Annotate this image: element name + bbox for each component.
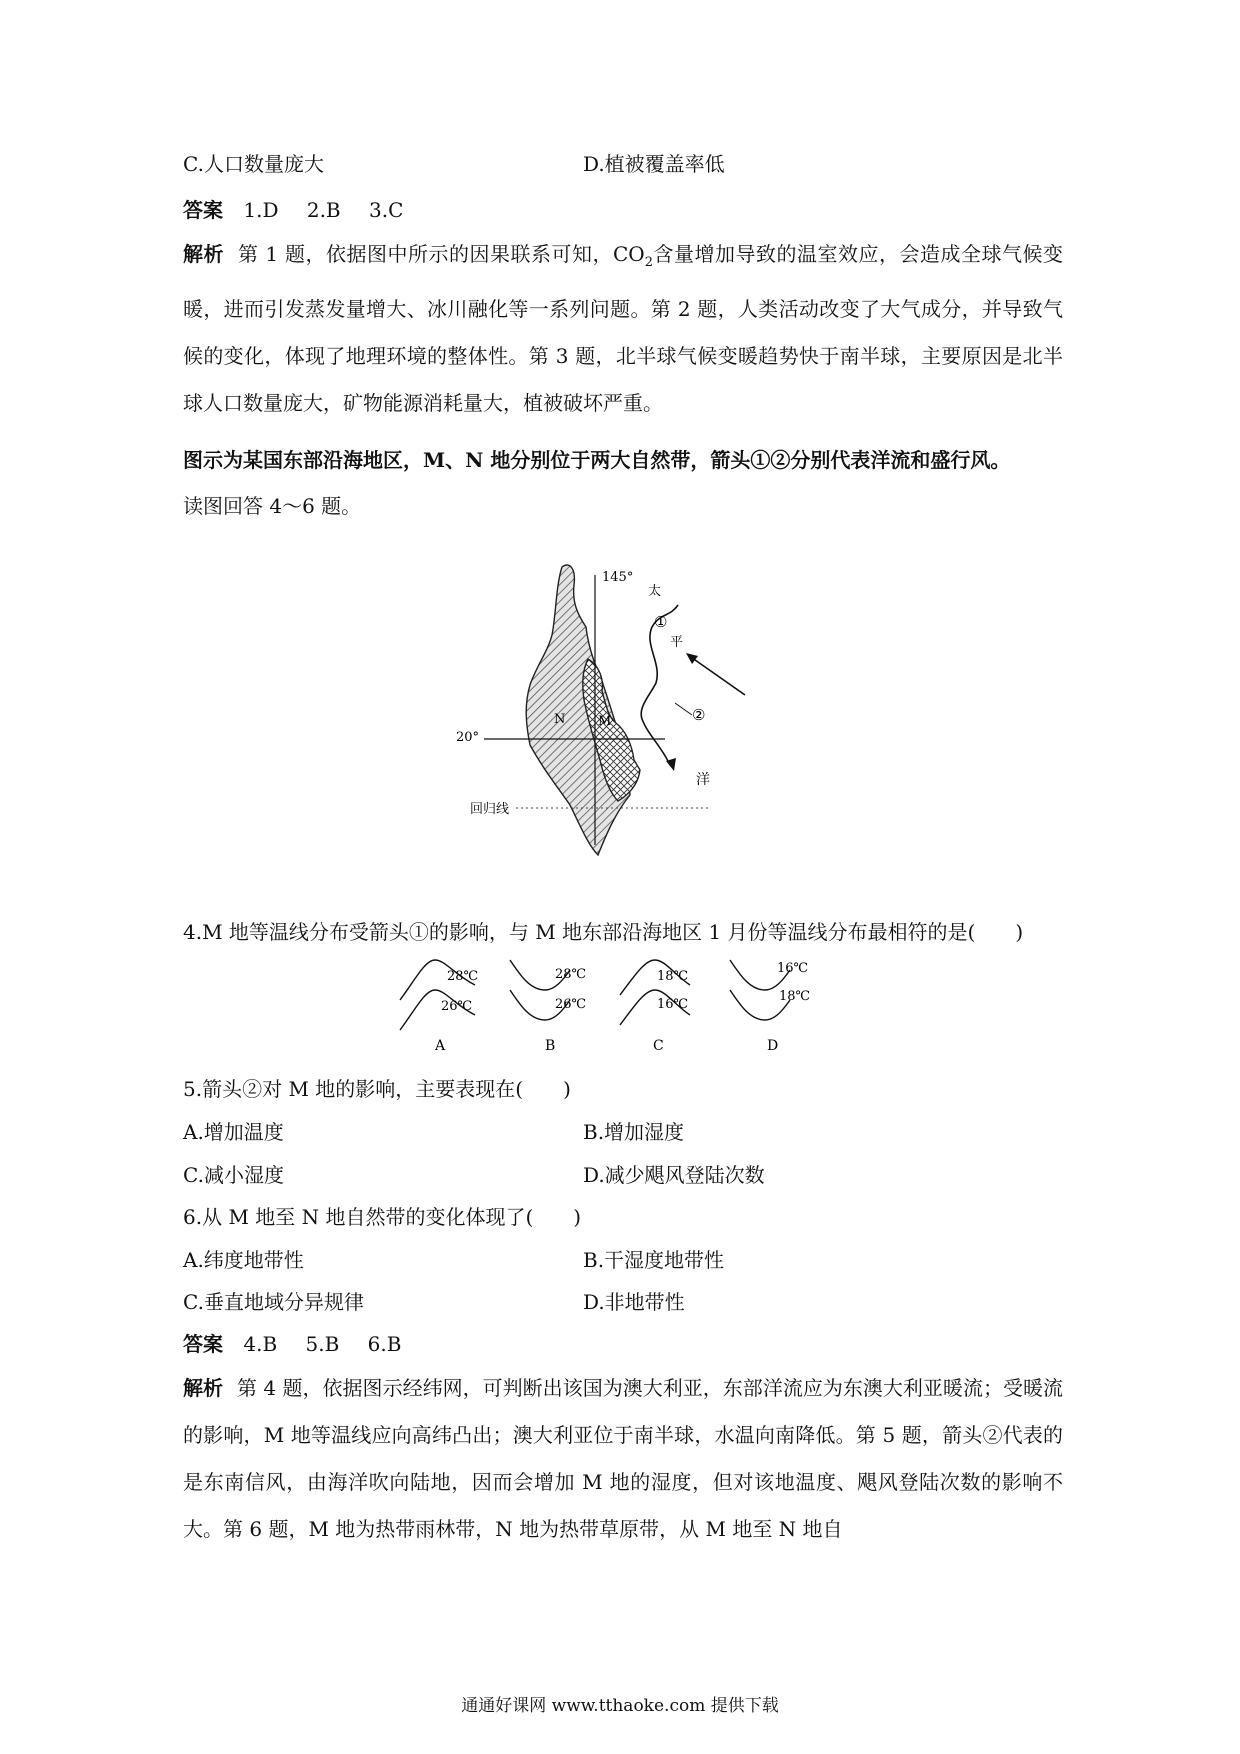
n-label: N xyxy=(554,712,566,727)
q6-option-c: C.垂直地域分异规律 xyxy=(183,1290,364,1314)
arrow-1-label: ① xyxy=(654,613,668,631)
analysis-paragraph-2 xyxy=(183,1365,1063,1553)
q3-option-d: D.植被覆盖率低 xyxy=(583,152,725,176)
analysis-label: 解析 xyxy=(183,242,225,266)
m-label: M xyxy=(598,714,612,729)
answer-item: 4.B xyxy=(243,1332,278,1356)
analysis-text-b: 含量增加导致的温室效应，会造成全球气候变暖，进而引发蒸发量增大、冰川融化等一系列问题。第 2 题，人类活动改变了大气成分，并导致气候的变化，体现了地理环境的整体性。第 3 题，北半球气候变暖趋势快于南半球，主要原因是北半球人口数量庞大，矿物能源消耗量大，植被破坏严重。 xyxy=(183,242,1064,415)
answer-item: 2.B xyxy=(306,198,341,222)
option-a-top-label: 28℃ xyxy=(447,969,479,984)
option-b-bottom-label: 26℃ xyxy=(555,997,587,1012)
q4-stem: 4.M 地等温线分布受箭头①的影响，与 M 地东部沿海地区 1 月份等温线分布最相符的是( ) xyxy=(183,920,1024,944)
answer-line-2 xyxy=(183,1330,423,1358)
analysis-label: 解析 xyxy=(183,1376,224,1400)
lon-label: 145° xyxy=(602,570,634,585)
analysis-text: 第 4 题，依据图示经纬网，可判断出该国为澳大利亚，东部洋流应为东澳大利亚暖流；受暖流的影响，M 地等温线应向高纬凸出；澳大利亚位于南半球，水温向南降低。第 5 题，箭头②代表的是东南信风，由海洋吹向陆地，因而会增加 M 地的湿度，但对该地温度、飓风登陆次数的影响不大。第 6 题，M 地为热带雨林带，N 地为热带草原带，从 M 地至 N 地自 xyxy=(183,1376,1063,1541)
intro-line-1: 图示为某国东部沿海地区，M、N 地分别位于两大自然带，箭头①②分别代表洋流和盛行风。 xyxy=(183,448,1011,472)
q6-option-d: D.非地带性 xyxy=(583,1290,685,1314)
arrow-2-wind xyxy=(688,655,745,695)
ocean-char-2: 平 xyxy=(670,635,684,650)
q5-stem: 5.箭头②对 M 地的影响，主要表现在( ) xyxy=(183,1077,571,1101)
answer-item: 1.D xyxy=(243,198,279,222)
lat-label: 20° xyxy=(456,730,480,745)
arrow-2-head xyxy=(686,653,698,664)
answer-label: 答案 xyxy=(183,1332,223,1356)
answer-line-1 xyxy=(183,196,425,224)
q3-option-c: C.人口数量庞大 xyxy=(183,152,324,176)
option-c-bottom-label: 16℃ xyxy=(657,997,689,1012)
intro-line-2: 读图回答 4～6 题。 xyxy=(183,494,362,518)
analysis-text-a: 第 1 题，依据图中所示的因果联系可知，CO xyxy=(238,242,645,266)
option-c-letter: C xyxy=(653,1038,664,1054)
option-a-letter: A xyxy=(435,1038,446,1054)
arrow-2-leader xyxy=(675,703,692,715)
q6-stem: 6.从 M 地至 N 地自然带的变化体现了( ) xyxy=(183,1205,582,1229)
answer-item: 3.C xyxy=(368,198,404,222)
analysis-paragraph-1 xyxy=(183,231,1063,427)
option-d-letter: D xyxy=(767,1038,779,1054)
q5-option-a: A.增加温度 xyxy=(183,1120,284,1144)
page-footer: 通通好课网 www.tthaoke.com 提供下载 xyxy=(461,1696,779,1716)
option-b-letter: B xyxy=(545,1038,556,1054)
q4-options-figure xyxy=(395,950,855,1060)
answer-label: 答案 xyxy=(183,198,223,222)
arrow-2-label: ② xyxy=(692,706,706,724)
analysis-subscript: 2 xyxy=(644,255,653,270)
option-d-top-label: 16℃ xyxy=(777,961,809,976)
tropic-label: 回归线 xyxy=(470,802,510,817)
option-b-top-label: 28℃ xyxy=(555,967,587,982)
q5-option-b: B.增加湿度 xyxy=(583,1120,685,1144)
option-c-top-label: 18℃ xyxy=(657,969,689,984)
land-region-n xyxy=(526,565,630,855)
answer-item: 5.B xyxy=(305,1332,340,1356)
ocean-char-1: 太 xyxy=(648,584,662,599)
map-figure xyxy=(456,555,790,865)
q5-option-d: D.减少飓风登陆次数 xyxy=(583,1163,765,1187)
q6-option-b: B.干湿度地带性 xyxy=(583,1248,725,1272)
q6-option-a: A.纬度地带性 xyxy=(183,1248,304,1272)
answer-item: 6.B xyxy=(367,1332,402,1356)
q5-option-c: C.减小湿度 xyxy=(183,1163,284,1187)
option-d-bottom-label: 18℃ xyxy=(779,989,811,1004)
ocean-char-3: 洋 xyxy=(696,772,710,788)
option-a-bottom-label: 26℃ xyxy=(441,999,473,1014)
